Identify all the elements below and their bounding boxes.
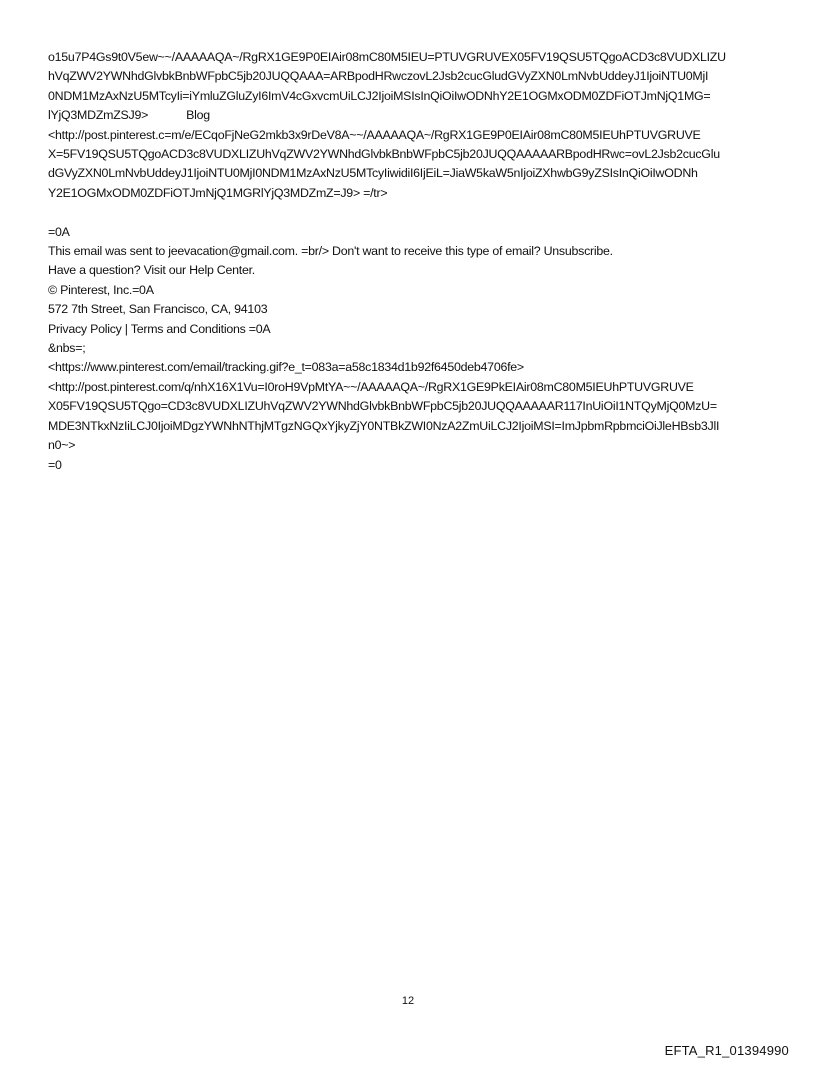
text-line: X=5FV19QSU5TQgoACD3c8VUDXLIZUhVqZWV2YWNhdGlvbkBnbWFpbC5jb20JUQQAAAAARBpodHRwc=ovL2Jsb2cucGlu [48,147,720,162]
text-line: hVqZWV2YWNhdGlvbkBnbWFpbC5jb20JUQQAAA=ARBpodHRwczovL2Jsb2cucGludGVyZXN0LmNvbUddeyJ1IjoiNTU0MjI [48,69,709,84]
tracking-url-line: n0~> [48,438,76,453]
tracking-gif-url: <https://www.pinterest.com/email/tracking.gif?e_t=083a=a58c1834d1b92f6450deb4706fe> [48,360,524,375]
unsubscribe-line: This email was sent to jeevacation@gmail.com. =br/> Don't want to receive this type of email? Unsubscribe. [48,244,613,259]
text-line: o15u7P4Gs9t0V5ew~~/AAAAAQA~/RgRX1GE9P0EIAir08mC80M5IEU=PTUVGRUVEX05FV19QSU5TQgoACD3c8VUDXLIZU [48,50,726,64]
tracking-url-line: MDE3NTkxNzIiLCJ0IjoiMDgzYWNhNThjMTgzNGQxYjkyZjY0NTBkZWI0NzA2ZmUiLCJ2IjoiMSI=ImJpbmRpbmciOiJleHBsb3JlI [48,418,720,433]
text-segment: lYjQ3MDZmZSJ9> [48,108,149,123]
tracking-url-line: <http://post.pinterest.com/q/nhX16X1Vu=I0roH9VpMtYA~~/AAAAAQA~/RgRX1GE9PkEIAir08mC80M5IEUhPTUVGRUVE [48,379,694,394]
text-line: Y2E1OGMxODM0ZDFiOTJmNjQ1MGRlYjQ3MDZmZ=J9> =/tr> [48,185,388,200]
text-line: =0 [48,457,62,472]
text-line: =0A [48,224,70,239]
address-line: 572 7th Street, San Francisco, CA, 94103 [48,302,268,317]
tracking-url-line: X05FV19QSU5TQgo=CD3c8VUDXLIZUhVqZWV2YWNhdGlvbkBnbWFpbC5jb20JUQQAAAAAR117InUiOiI1NTQyMjQ0MzU= [48,399,717,414]
help-center-line: Have a question? Visit our Help Center. [48,263,255,278]
policy-links-line: Privacy Policy | Terms and Conditions =0A [48,321,271,336]
blog-link[interactable]: Blog [186,108,210,123]
text-line [48,106,776,125]
text-line: 0NDM1MzAxNzU5MTcyIi=iYmluZGluZyI6ImV4cGxvcmUiLCJ2IjoiMSIsInQiOiIwODNhY2E1OGMxODM0ZDFiOTJmNjQ1MG= [48,88,711,103]
page-number: 12 [401,995,415,1007]
copyright-line: © Pinterest, Inc.=0A [48,282,154,297]
tracking-url-block-2 [48,126,776,204]
email-footer [48,223,776,475]
email-body [48,48,776,475]
spacer [48,203,776,222]
text-line: &nbs=; [48,341,86,356]
text-line: <http://post.pinterest.c=m/e/ECqoFjNeG2mkb3x9rDeV8A~~/AAAAAQA~/RgRX1GE9P0EIAir08mC80M5IEUhPTUVGRUVE [48,127,701,142]
text-line: dGVyZXN0LmNvbUddeyJ1IjoiNTU0MjI0NDM1MzAxNzU5MTcyIiwidiI6IjEiL=JiaW5kaW5nIjoiZXhwbG9yZSIsInQiOiIwODNh [48,166,698,181]
tracking-url-block-1 [48,48,776,126]
document-id: EFTA_R1_01394990 [664,1043,789,1058]
